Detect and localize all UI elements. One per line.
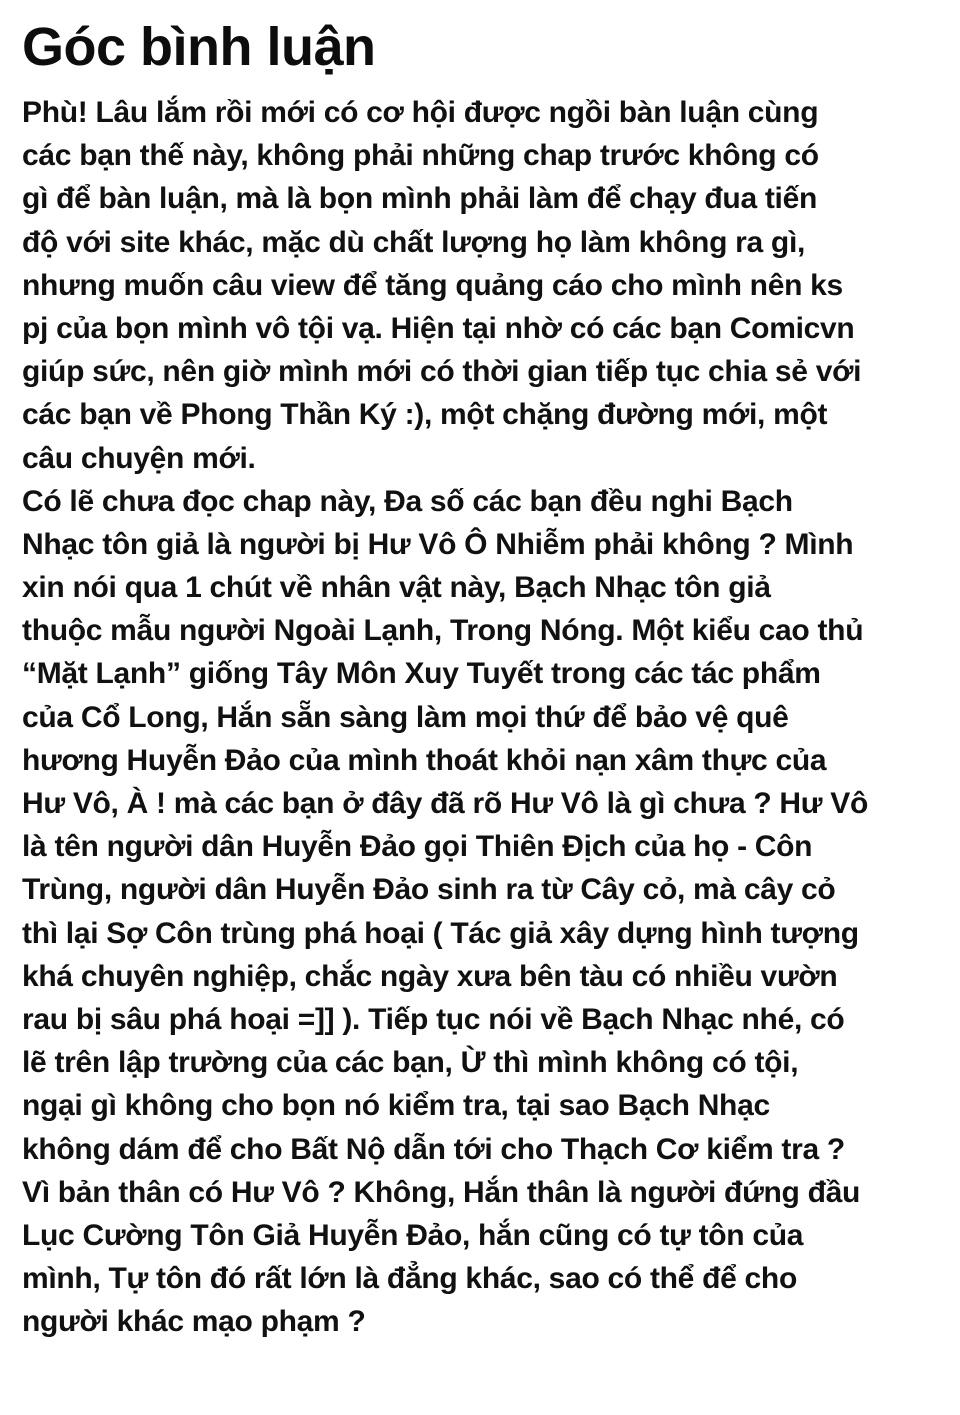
text-line: các bạn thế này, không phải những chap trước không có [22,139,819,173]
text-line: nhưng muốn câu view để tăng quảng cáo cho mình nên ks [22,268,843,302]
text-line: “Mặt Lạnh” giống Tây Môn Xuy Tuyết trong các tác phẩm [22,657,821,691]
text-line: độ với site khác, mặc dù chất lượng họ làm không ra gì, [22,225,806,259]
text-line: Nhạc tôn giả là người bị Hư Vô Ô Nhiễm phải không ? Mình [22,527,854,561]
text-line: xin nói qua 1 chút về nhân vật này, Bạch Nhạc tôn giả [22,571,771,605]
page-title: Góc bình luận [22,17,376,77]
text-line: Có lẽ chưa đọc chap này, Đa số các bạn đều nghi Bạch [22,484,793,518]
text-line: lẽ trên lập trường của các bạn, Ừ thì mình không có tội, [22,1046,799,1080]
text-line: khá chuyên nghiệp, chắc ngày xưa bên tàu có nhiều vườn [22,959,838,993]
text-line: Lục Cường Tôn Giả Huyễn Đảo, hắn cũng có tự tôn của [22,1218,804,1252]
text-line: không dám để cho Bất Nộ dẫn tới cho Thạch Cơ kiểm tra ? [22,1132,845,1166]
text-line: ngại gì không cho bọn nó kiểm tra, tại sao Bạch Nhạc [22,1089,770,1123]
text-line: gì để bàn luận, mà là bọn mình phải làm để chạy đua tiến [22,182,818,216]
text-line: mình, Tự tôn đó rất lớn là đẳng khác, sao có thể để cho [22,1262,797,1296]
text-line: giúp sức, nên giờ mình mới có thời gian tiếp tục chia sẻ với [22,355,862,389]
text-line: người khác mạo phạm ? [22,1305,366,1339]
text-line: Hư Vô, À ! mà các bạn ở đây đã rõ Hư Vô là gì chưa ? Hư Vô [22,787,868,820]
text-line: thuộc mẫu người Ngoài Lạnh, Trong Nóng. Một kiểu cao thủ [22,614,864,648]
text-line: pj của bọn mình vô tội vạ. Hiện tại nhờ có các bạn Comicvn [22,311,855,345]
text-line: hương Huyễn Đảo của mình thoát khỏi nạn xâm thực của [22,743,827,777]
text-line: là tên người dân Huyễn Đảo gọi Thiên Địch của họ - Côn [22,830,813,864]
text-line: rau bị sâu phá hoại =]] ). Tiếp tục nói về Bạch Nhạc nhé, có [22,1002,845,1036]
text-line: các bạn về Phong Thần Ký :), một chặng đường mới, một [22,398,828,432]
text-line: của Cổ Long, Hắn sẵn sàng làm mọi thứ để bảo vệ quê [22,700,789,734]
text-line: thì lại Sợ Côn trùng phá hoại ( Tác giả xây dựng hình tượng [22,916,859,950]
comment-body [22,91,957,1343]
text-line: Phù! Lâu lắm rồi mới có cơ hội được ngồi bàn luận cùng [22,96,819,129]
text-line: Vì bản thân có Hư Vô ? Không, Hắn thân là người đứng đầu [22,1175,861,1209]
text-line: Trùng, người dân Huyễn Đảo sinh ra từ Cây cỏ, mà cây cỏ [22,873,836,907]
text-line: câu chuyện mới. [22,441,256,475]
